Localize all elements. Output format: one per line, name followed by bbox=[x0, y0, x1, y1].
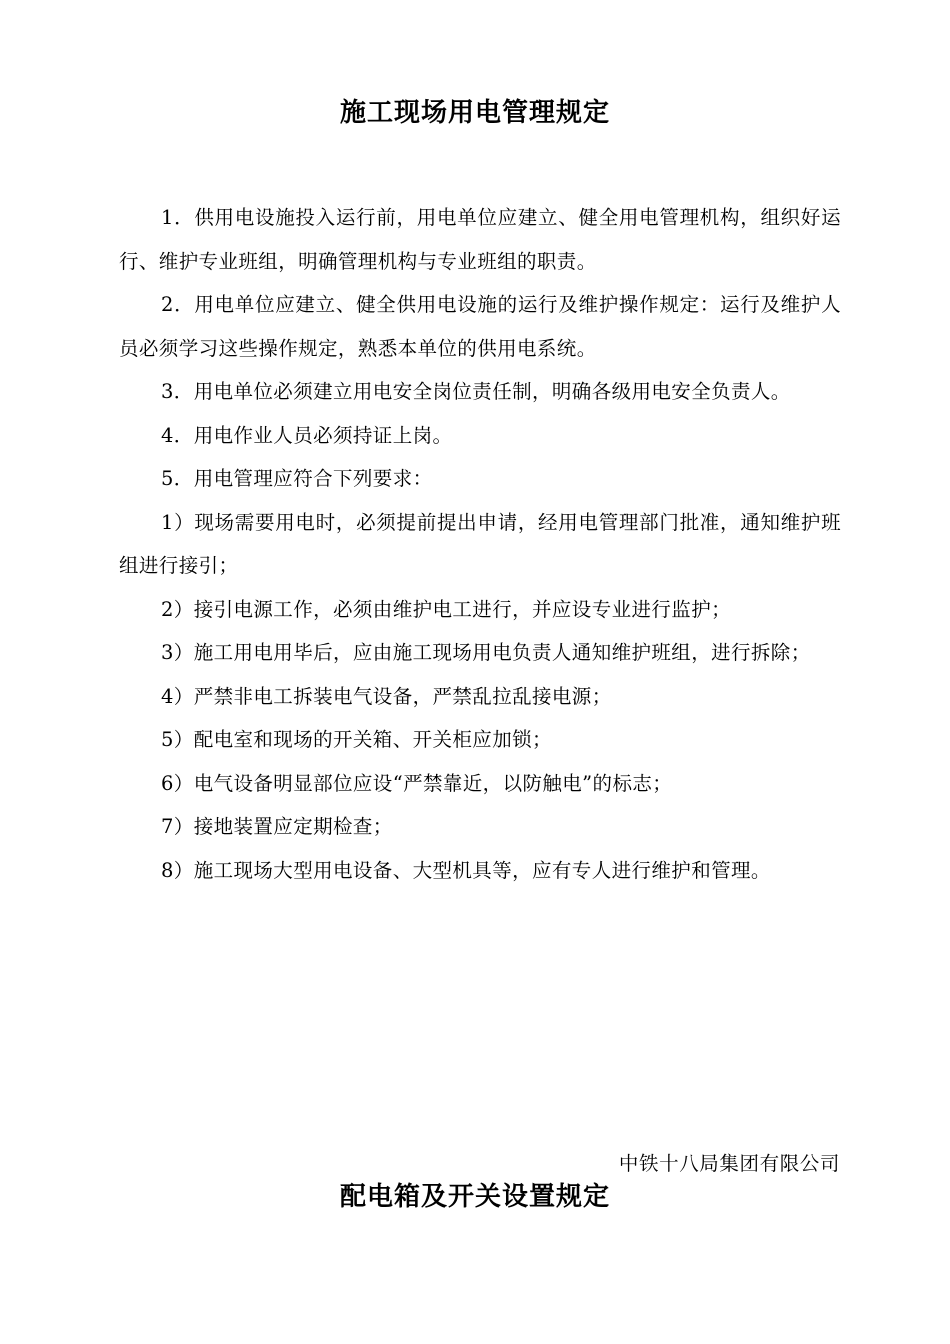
sub-item-2: 2）接引电源工作，必须由维护电工进行，并应设专业进行监护； bbox=[161, 597, 732, 621]
sub-item-8: 8）施工现场大型用电设备、大型机具等，应有专人进行维护和管理。 bbox=[161, 858, 771, 882]
page-title: 施工现场用电管理规定 bbox=[339, 98, 610, 128]
sub-item-5: 5）配电室和现场的开关箱、开关柜应加锁； bbox=[161, 728, 552, 751]
sub-item-4: 4）严禁非电工拆装电气设备，严禁乱拉乱接电源； bbox=[161, 684, 612, 708]
company-signature: 中铁十八局集团有限公司 bbox=[618, 1152, 840, 1175]
next-section-title: 配电箱及开关设置规定 bbox=[339, 1182, 610, 1212]
paragraph-4: 4．用电作业人员必须持证上岗。 bbox=[161, 423, 453, 447]
sub-item-7: 7）接地装置应定期检查； bbox=[161, 815, 393, 838]
paragraph-2: 2．用电单位应建立、健全供用电设施的运行及维护操作规定：运行及维护人员必须学习这些操作规定，熟悉本单位的供用电系统。 bbox=[119, 293, 841, 360]
sub-item-3: 3）施工用电用毕后，应由施工现场用电负责人通知维护班组，进行拆除； bbox=[161, 641, 811, 664]
sub-item-1: 1）现场需要用电时，必须提前提出申请，经用电管理部门批准，通知维护班组进行接引； bbox=[119, 510, 841, 577]
paragraph-3: 3．用电单位必须建立用电安全岗位责任制，明确各级用电安全负责人。 bbox=[161, 380, 791, 403]
sub-item-6: 6）电气设备明显部位应设“严禁靠近，以防触电”的标志； bbox=[161, 771, 673, 795]
regulation-body bbox=[119, 196, 841, 892]
paragraph-1: 1．供用电设施投入运行前，用电单位应建立、健全用电管理机构，组织好运行、维护专业班组，明确管理机构与专业班组的职责。 bbox=[119, 206, 841, 273]
paragraph-5: 5．用电管理应符合下列要求： bbox=[161, 467, 433, 490]
